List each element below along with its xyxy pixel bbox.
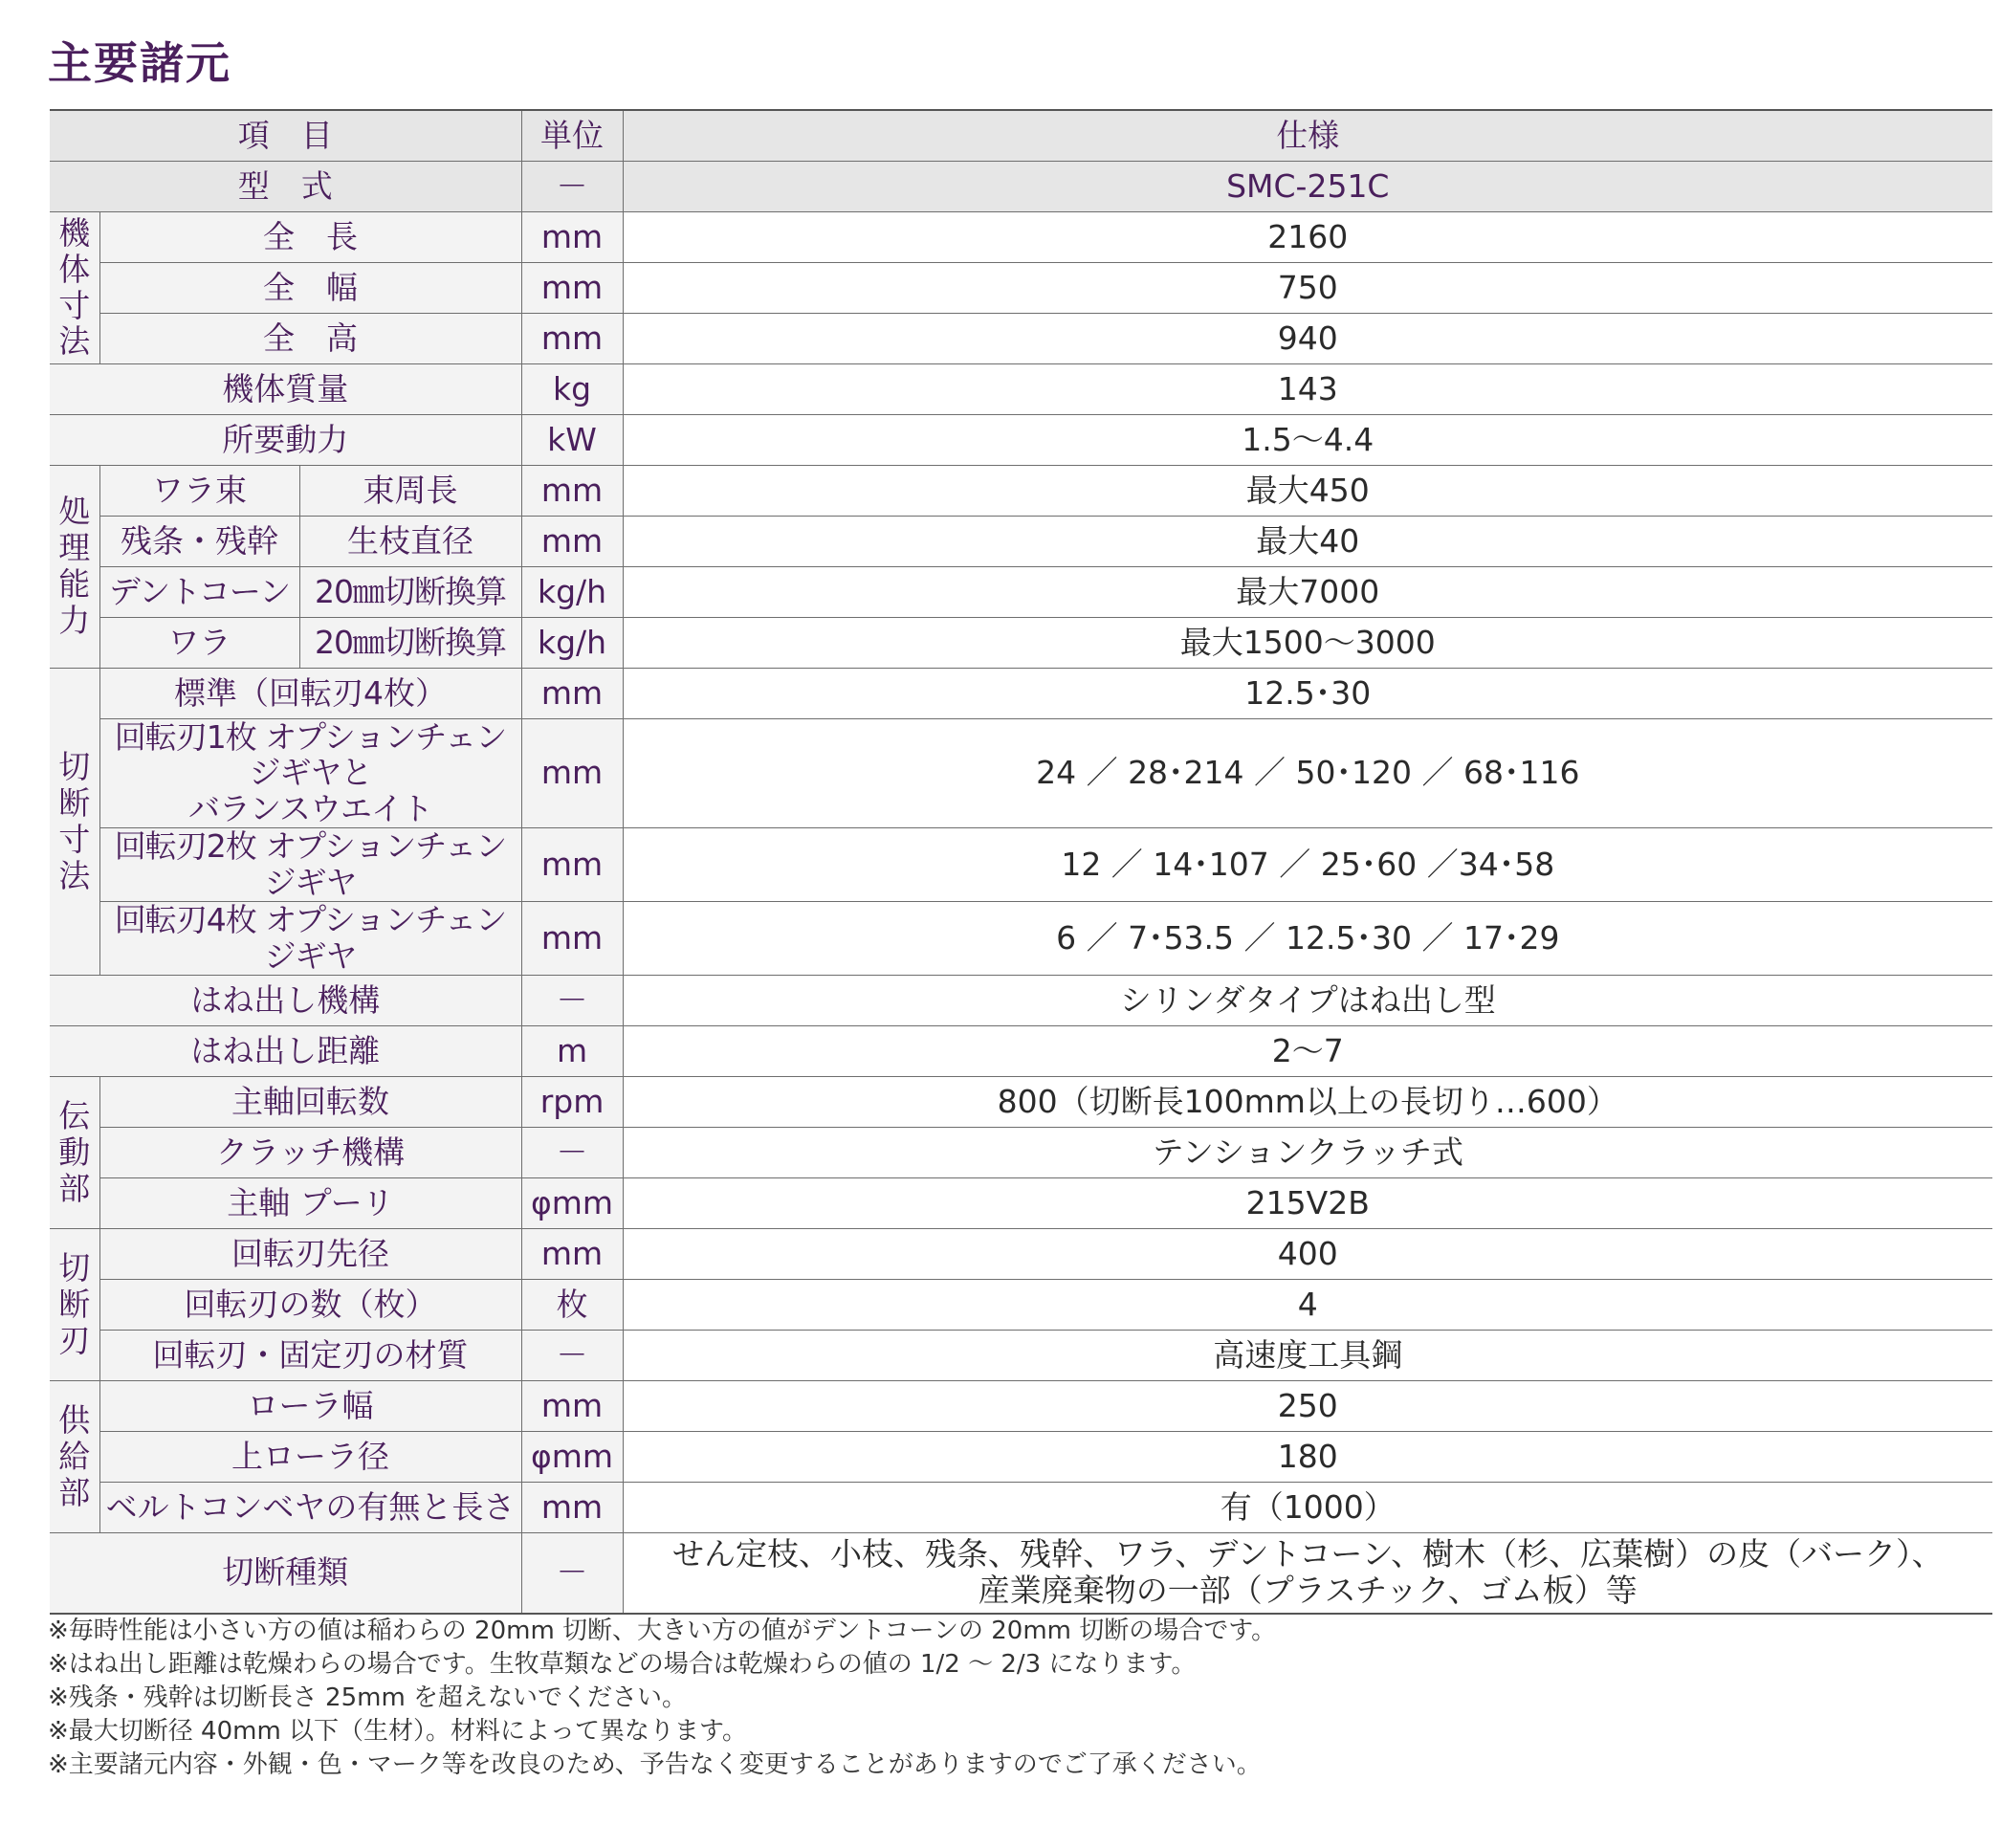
row-label: 回転刃・固定刃の材質: [99, 1331, 521, 1381]
row-label: 回転刃の数（枚）: [99, 1280, 521, 1331]
row-value: 4: [623, 1280, 1992, 1331]
row-label: 型 式: [50, 161, 521, 211]
row-unit: kg: [521, 363, 623, 414]
row-unit: －: [521, 1533, 623, 1614]
row-unit: kg/h: [521, 617, 623, 668]
table-row: [50, 1280, 1992, 1331]
row-label: 全 幅: [99, 262, 521, 313]
row-sublabel: 20㎜切断換算: [299, 566, 521, 617]
row-label: 残条・残幹: [99, 516, 299, 566]
group-label-feed: 供 給 部: [50, 1381, 99, 1533]
header-row: [50, 110, 1992, 161]
row-unit: 枚: [521, 1280, 623, 1331]
row-sublabel: 束周長: [299, 465, 521, 516]
row-value: 有（1000）: [623, 1483, 1992, 1533]
row-unit: mm: [521, 262, 623, 313]
row-label: 主軸 プーリ: [99, 1178, 521, 1229]
row-unit: kg/h: [521, 566, 623, 617]
table-row: [50, 1229, 1992, 1280]
table-row: [50, 566, 1992, 617]
row-value: 215V2B: [623, 1178, 1992, 1229]
row-label: 標準（回転刃4枚）: [99, 668, 521, 718]
row-label: [99, 718, 521, 828]
row-label: ワラ: [99, 617, 299, 668]
row-value: 143: [623, 363, 1992, 414]
table-row: [50, 1533, 1992, 1614]
row-sublabel: 生枝直径: [299, 516, 521, 566]
group-label-dimensions: 機 体 寸 法: [50, 211, 99, 363]
row-label: はね出し距離: [50, 1026, 521, 1077]
row-label: ローラ幅: [99, 1381, 521, 1432]
row-unit: mm: [521, 1483, 623, 1533]
footnote: ※主要諸元内容・外観・色・マーク等を改良のため、予告なく変更することがありますのでご了承ください。: [48, 1750, 1262, 1779]
row-label: ワラ束: [99, 465, 299, 516]
group-label-blade: 切 断 刃: [50, 1229, 99, 1381]
row-value: [623, 1533, 1992, 1614]
row-value: 高速度工具鋼: [623, 1331, 1992, 1381]
footnote: ※毎時性能は小さい方の値は稲わらの 20mm 切断、大きい方の値がデントコーンの 20mm 切断の場合です。: [48, 1617, 1277, 1645]
row-label: 全 高: [99, 313, 521, 363]
row-value: 180: [623, 1432, 1992, 1483]
row-unit: mm: [521, 902, 623, 976]
row-unit: －: [521, 1128, 623, 1178]
table-row: [50, 262, 1992, 313]
header-spec: 仕様: [623, 110, 1992, 161]
table-row: [50, 902, 1992, 976]
row-unit: mm: [521, 718, 623, 828]
row-value: シリンダタイプはね出し型: [623, 976, 1992, 1026]
table-row: [50, 828, 1992, 902]
row-label: 機体質量: [50, 363, 521, 414]
row-value: 800（切断長100mm以上の長切り…600）: [623, 1077, 1992, 1128]
footnote: ※はね出し距離は乾燥わらの場合です。生牧草類などの場合は乾燥わらの値の 1/2 ～ 2/3 になります。: [48, 1650, 1197, 1679]
table-row: [50, 1077, 1992, 1128]
row-value: 最大40: [623, 516, 1992, 566]
spec-table: [50, 109, 1992, 1615]
table-row: [50, 161, 1992, 211]
row-label: はね出し機構: [50, 976, 521, 1026]
row-unit: φmm: [521, 1432, 623, 1483]
row-unit: mm: [521, 1229, 623, 1280]
row-unit: mm: [521, 465, 623, 516]
row-unit: mm: [521, 1381, 623, 1432]
row-value: 940: [623, 313, 1992, 363]
row-value: 250: [623, 1381, 1992, 1432]
row-unit: －: [521, 161, 623, 211]
table-row: [50, 718, 1992, 828]
row-label: 切断種類: [50, 1533, 521, 1614]
row-unit: mm: [521, 828, 623, 902]
row-value: 1.5～4.4: [623, 414, 1992, 465]
row-label-line: 回転刃1枚 オプションチェンジギヤと: [114, 718, 507, 792]
row-unit: rpm: [521, 1077, 623, 1128]
row-label: 主軸回転数: [99, 1077, 521, 1128]
row-value: SMC-251C: [623, 161, 1992, 211]
row-label: 上ローラ径: [99, 1432, 521, 1483]
row-value: テンションクラッチ式: [623, 1128, 1992, 1178]
row-value: 最大450: [623, 465, 1992, 516]
table-row: [50, 211, 1992, 262]
table-row: [50, 363, 1992, 414]
row-value: 6 ／ 7･53.5 ／ 12.5･30 ／ 17･29: [623, 902, 1992, 976]
row-unit: φmm: [521, 1178, 623, 1229]
group-label-transmission: 伝 動 部: [50, 1077, 99, 1229]
page-title: 主要諸元: [48, 37, 231, 89]
header-unit: 単位: [521, 110, 623, 161]
row-unit: －: [521, 1331, 623, 1381]
table-row: [50, 1128, 1992, 1178]
table-row: [50, 617, 1992, 668]
row-label: クラッチ機構: [99, 1128, 521, 1178]
row-label: 回転刃先径: [99, 1229, 521, 1280]
row-sublabel: 20㎜切断換算: [299, 617, 521, 668]
row-label: 回転刃4枚 オプションチェンジギヤ: [99, 902, 521, 976]
row-value: 2～7: [623, 1026, 1992, 1077]
row-value: 最大7000: [623, 566, 1992, 617]
group-label-cut-size: 切 断 寸 法: [50, 668, 99, 976]
table-row: [50, 1178, 1992, 1229]
row-unit: mm: [521, 516, 623, 566]
table-row: [50, 976, 1992, 1026]
table-row: [50, 1331, 1992, 1381]
table-row: [50, 1432, 1992, 1483]
footnote: ※残条・残幹は切断長さ 25mm を超えないでください。: [48, 1683, 688, 1712]
table-row: [50, 1026, 1992, 1077]
table-row: [50, 414, 1992, 465]
row-unit: mm: [521, 313, 623, 363]
row-value: 最大1500～3000: [623, 617, 1992, 668]
row-label: ベルトコンベヤの有無と長さ: [99, 1483, 521, 1533]
row-value: 12.5･30: [623, 668, 1992, 718]
row-unit: －: [521, 976, 623, 1026]
table-row: [50, 1381, 1992, 1432]
footnote: ※最大切断径 40mm 以下（生材）。材料によって異なります。: [48, 1717, 747, 1746]
row-label: 所要動力: [50, 414, 521, 465]
row-unit: mm: [521, 211, 623, 262]
row-unit: m: [521, 1026, 623, 1077]
row-value-line: 産業廃棄物の一部（プラスチック、ゴム板）等: [978, 1572, 1638, 1610]
row-label: 回転刃2枚 オプションチェンジギヤ: [99, 828, 521, 902]
footnotes: [48, 1615, 1276, 1782]
row-label-line: バランスウエイト: [188, 790, 433, 828]
row-unit: kW: [521, 414, 623, 465]
table-row: [50, 516, 1992, 566]
row-value: 750: [623, 262, 1992, 313]
table-row: [50, 668, 1992, 718]
table-row: [50, 313, 1992, 363]
row-label: デントコーン: [99, 566, 299, 617]
row-unit: mm: [521, 668, 623, 718]
header-item: 項 目: [50, 110, 521, 161]
row-value: 400: [623, 1229, 1992, 1280]
row-value: 24 ／ 28･214 ／ 50･120 ／ 68･116: [623, 718, 1992, 828]
group-label-capacity: 処 理 能 力: [50, 465, 99, 668]
row-label: 全 長: [99, 211, 521, 262]
row-value: 2160: [623, 211, 1992, 262]
table-row: [50, 1483, 1992, 1533]
row-value-line: せん定枝、小枝、残条、残幹、ワラ、デントコーン、樹木（杉、広葉樹）の皮（バーク）、: [671, 1535, 1944, 1573]
table-row: [50, 465, 1992, 516]
row-value: 12 ／ 14･107 ／ 25･60 ／34･58: [623, 828, 1992, 902]
